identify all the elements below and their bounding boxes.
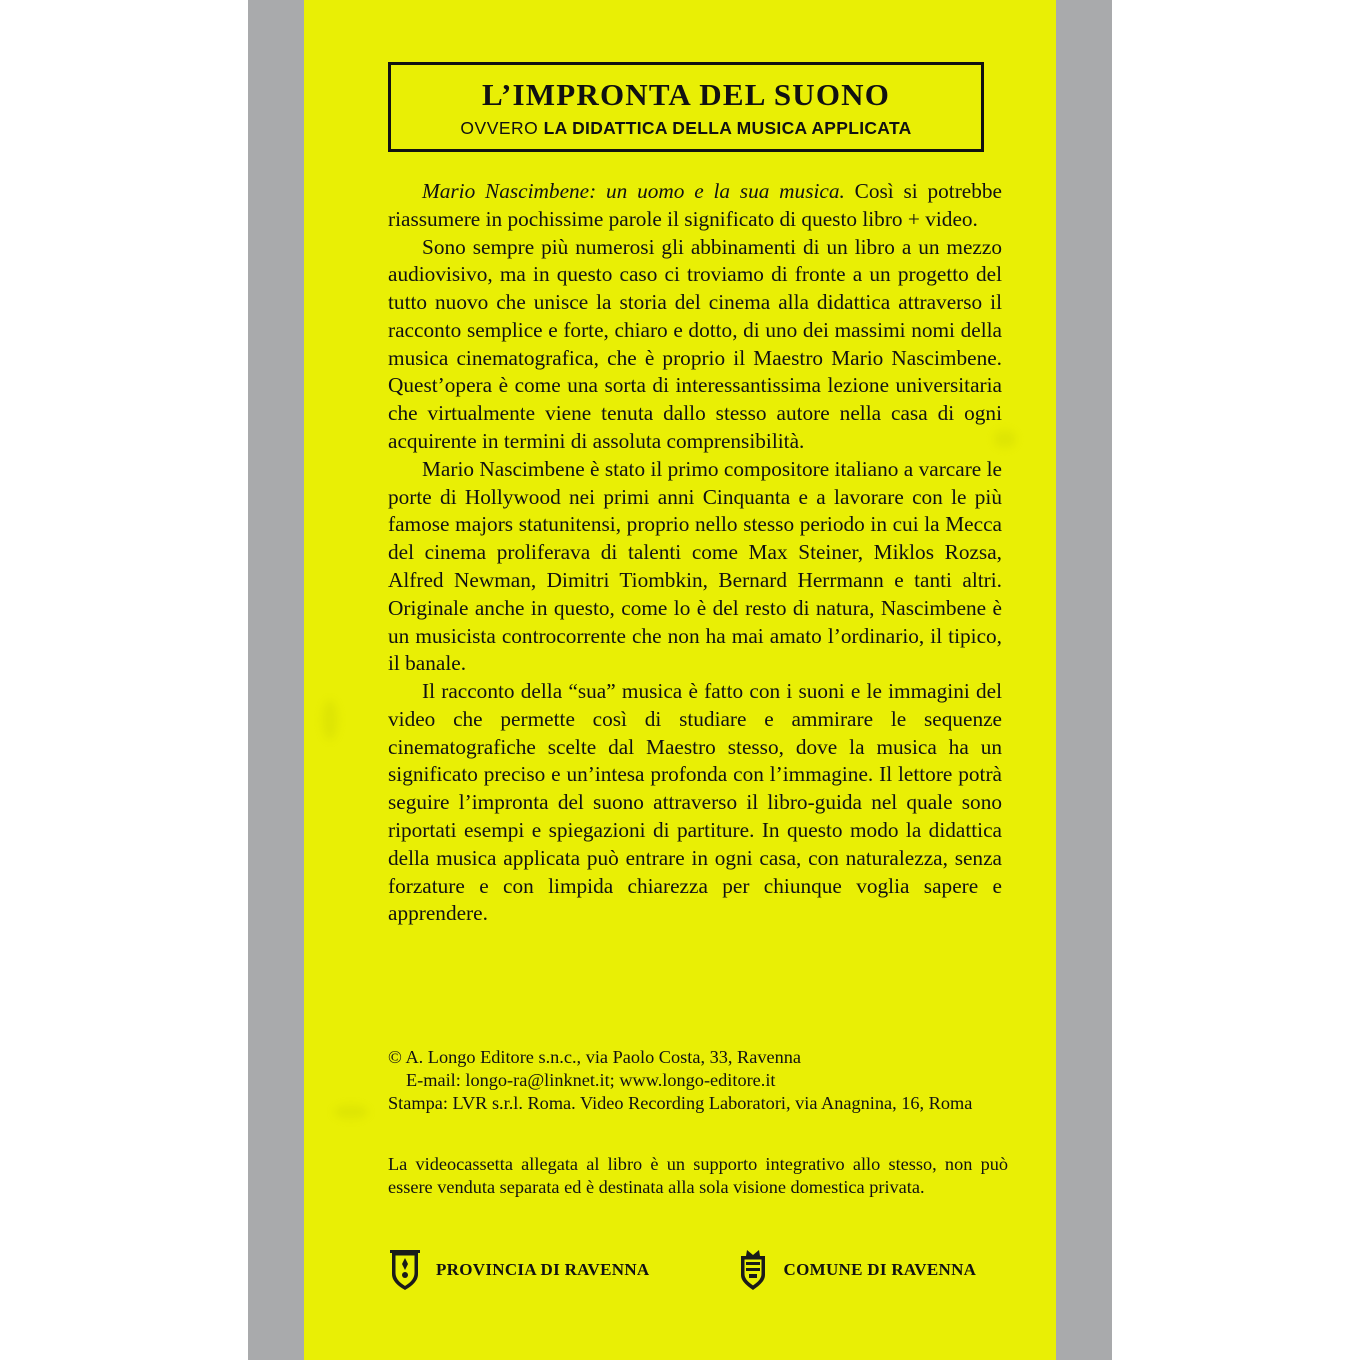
blurb-paragraph-text: Il racconto della “sua” musica è fatto con i suoni e le immagini del video che permette così di studiare e ammirare le sequenze cinematografiche scelte dal Maestro stesso, dove la musica ha un significato preciso e un’intesa profonda con l’immagine. Il lettore potrà seguire l’impronta del suono attraverso il libro-guida nel quale sono riportati esempi e spiegazioni di partiture. In questo modo la didattica della musica applicata può entrare in ogni casa, con naturalezza, senza forzature e con limpida chiarezza per chiunque voglia sapere e apprendere. (388, 679, 1002, 926)
sponsor-comune (736, 1248, 977, 1292)
imprint-line-printer: Stampa: LVR s.r.l. Roma. Video Recording Laboratori, via Anagnina, 16, Roma (388, 1093, 973, 1114)
blurb-paragraph-text: Così si potrebbe riassumere in pochissime parole il significato di questo libro + video. (388, 179, 1002, 231)
sponsor-province (388, 1248, 650, 1292)
blurb-paragraph-text: Mario Nascimbene è stato il primo compositore italiano a varcare le porte di Hollywood nei primi anni Cinquanta e a lavorare con le più famose majors statunitensi, proprio nello stesso periodo in cui la Mecca del cinema proliferava di talenti come Max Steiner, Miklos Rozsa, Alfred Newman, Dimitri Tiombkin, Bernard Herrmann e tanti altri. Originale anche in questo, come lo è del resto di natura, Nascimbene è un musicista controcorrente che non ha mai amato l’ordinario, il tipico, il banale. (388, 456, 1002, 676)
publisher-imprint (388, 1046, 1008, 1115)
blurb-paragraph (388, 456, 1002, 678)
cover-title: L’IMPRONTA DEL SUONO (481, 77, 891, 112)
blurb-paragraph (388, 234, 1002, 456)
cover-subtitle-lead: OVVERO (460, 117, 544, 138)
scan-texture-blotch (322, 700, 338, 740)
imprint-line-copyright: © A. Longo Editore s.n.c., via Paolo Costa, 33, Ravenna (388, 1047, 801, 1067)
scan-edge-right (1056, 0, 1112, 1360)
scan-edge-left (248, 0, 304, 1360)
blurb-paragraph (388, 678, 1002, 928)
blurb-text (388, 178, 1002, 928)
cover-subtitle-strong: LA DIDATTICA DELLA MUSICA APPLICATA (543, 117, 912, 138)
blurb-paragraph-text: Sono sempre più numerosi gli abbinamenti di un libro a un mezzo audiovisivo, ma in questo caso ci troviamo di fronte a un progetto del tutto nuovo che unisce la storia del cinema alla didattica attraverso il racconto semplice e forte, chiaro e dotto, di uno dei massimi nomi della musica cinematografica, che è proprio il Maestro Mario Nascimbene. Quest’opera è come una sorta di interessantissima lezione universitaria che virtualmente viene tenuta dallo stesso autore nella casa di ogni acquirente in termini di assoluta comprensibilità. (388, 234, 1002, 454)
sponsor-footer (388, 1248, 1008, 1292)
blurb-paragraph (388, 178, 1002, 234)
coat-of-arms-comune-icon (736, 1248, 770, 1292)
imprint-line-email: E-mail: longo-ra@linknet.it; www.longo-editore.it (406, 1070, 776, 1091)
scan-texture-blotch (334, 1105, 368, 1119)
title-box (388, 62, 984, 152)
videocassette-note (388, 1153, 1008, 1199)
sponsor-comune-label: COMUNE DI RAVENNA (783, 1260, 977, 1279)
coat-of-arms-province-icon (388, 1248, 422, 1292)
cover-artwork (304, 0, 1056, 1360)
videocassette-note-text: La videocassetta allegata al libro è un supporto integrativo allo stesso, non può essere venduta separata ed è destinata alla sola visione domestica privata. (388, 1154, 1008, 1198)
blurb-paragraph-italic-lead: Mario Nascimbene: un uomo e la sua musica. (422, 179, 845, 203)
cover-subtitle (397, 118, 975, 139)
sponsor-province-label: PROVINCIA DI RAVENNA (436, 1260, 650, 1279)
